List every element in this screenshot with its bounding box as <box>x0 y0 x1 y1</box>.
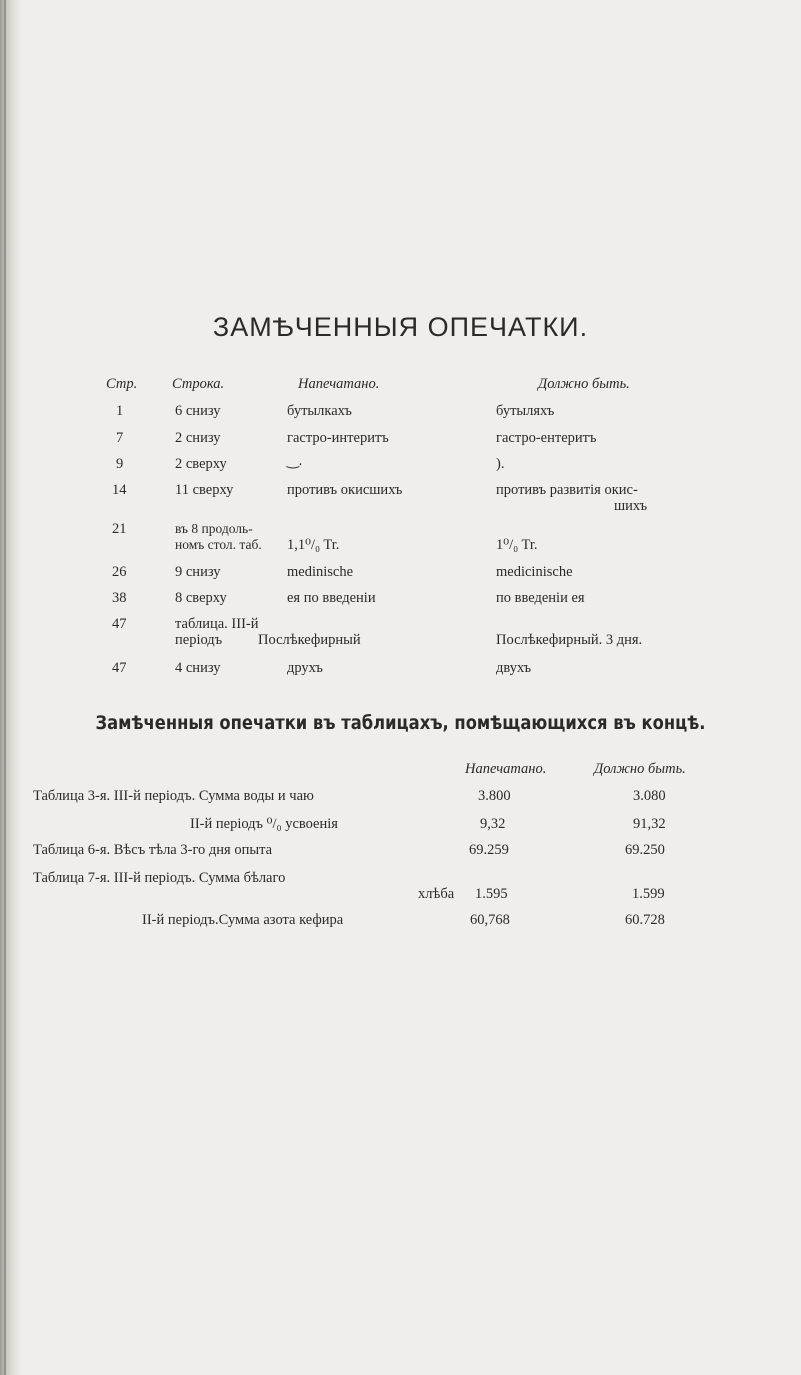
errata-page: 1 <box>116 403 124 419</box>
errata-page: 47 <box>112 616 127 632</box>
header-page: Стр. <box>106 376 138 392</box>
tables-row-label: Таблица 3-я. III-й періодъ. Сумма воды и чаю <box>33 788 314 804</box>
errata-line-continuation: номъ стол. таб. <box>175 537 262 552</box>
tables-row-should-be: 69.250 <box>625 842 665 858</box>
binding-edge <box>4 0 6 1375</box>
errata-page: 38 <box>112 590 127 606</box>
errata-line: таблица. III-й <box>175 616 259 632</box>
errata-line: въ 8 продоль- <box>175 521 253 536</box>
errata-page: 9 <box>116 456 124 472</box>
tables-row-should-be: 1.599 <box>632 886 665 902</box>
tables-header-should-be: Должно быть. <box>594 761 686 777</box>
errata-should-be: ). <box>496 456 505 472</box>
errata-line: 8 сверху <box>175 590 227 606</box>
page-title: ЗАМѢЧЕННЫЯ ОПЕЧАТКИ. <box>212 312 589 342</box>
header-printed: Напечатано. <box>298 376 380 392</box>
errata-should-be-continuation: шихъ <box>614 498 648 514</box>
header-line: Строка. <box>172 376 225 392</box>
errata-page: 47 <box>112 660 127 676</box>
tables-row-printed: 3.800 <box>478 788 511 804</box>
errata-page: 21 <box>112 521 127 537</box>
errata-printed: бутылкахъ <box>287 403 352 419</box>
errata-page: 14 <box>112 482 127 498</box>
errata-should-be: противъ развитія окис- <box>496 482 638 498</box>
errata-printed: Послѣкефирный <box>258 632 361 648</box>
errata-printed: ‿. <box>287 453 303 469</box>
errata-page: 7 <box>116 430 124 446</box>
errata-printed: ея по введеніи <box>287 590 376 606</box>
tables-row-should-be: 60.728 <box>625 912 665 928</box>
errata-should-be: 1⁰/₀ Tr. <box>496 537 538 553</box>
errata-line: 2 снизу <box>175 430 221 446</box>
tables-row-printed: 9,32 <box>480 816 506 832</box>
errata-line: 4 снизу <box>175 660 221 676</box>
errata-printed: друхъ <box>287 660 323 676</box>
errata-printed: 1,1⁰/₀ Tr. <box>287 537 340 553</box>
tables-row-printed: 1.595 <box>475 886 508 902</box>
errata-printed: гастро-интеритъ <box>287 430 389 446</box>
errata-line: 6 снизу <box>175 403 221 419</box>
errata-printed: противъ окисшихъ <box>287 482 403 498</box>
tables-row-should-be: 3.080 <box>633 788 666 804</box>
tables-row-printed: 69.259 <box>469 842 509 858</box>
errata-should-be: двухъ <box>496 660 532 676</box>
errata-line: 11 сверху <box>175 482 234 498</box>
errata-should-be: Послѣкефирный. 3 дня. <box>496 632 643 648</box>
tables-row-label-continuation: хлѣба <box>418 886 455 902</box>
errata-line-continuation: періодъ <box>175 632 223 648</box>
tables-row-printed: 60,768 <box>470 912 510 928</box>
header-should-be: Должно быть. <box>538 376 630 392</box>
tables-row-label: Таблица 6-я. Вѣсъ тѣла 3-го дня опыта <box>33 842 273 858</box>
errata-should-be: medicinische <box>496 564 573 580</box>
section-subtitle: Замѣченныя опечатки въ таблицахъ, помѣщающихся въ концѣ. <box>95 712 706 734</box>
errata-line: 9 снизу <box>175 564 221 580</box>
errata-should-be: по введеніи ея <box>496 590 585 606</box>
errata-should-be: гастро-ентеритъ <box>496 430 597 446</box>
errata-line: 2 сверху <box>175 456 227 472</box>
tables-row-label: II-й періодъ ⁰/₀ усвоенія <box>190 816 338 832</box>
tables-header-printed: Напечатано. <box>465 761 547 777</box>
tables-row-label: II-й періодъ.Сумма азота кефира <box>142 912 344 928</box>
tables-row-should-be: 91,32 <box>633 816 666 832</box>
errata-page: 26 <box>112 564 127 580</box>
errata-should-be: бутыляхъ <box>496 403 555 419</box>
tables-row-label: Таблица 7-я. III-й періодъ. Сумма бѣлаго <box>33 870 286 886</box>
errata-printed: medinische <box>287 564 354 580</box>
